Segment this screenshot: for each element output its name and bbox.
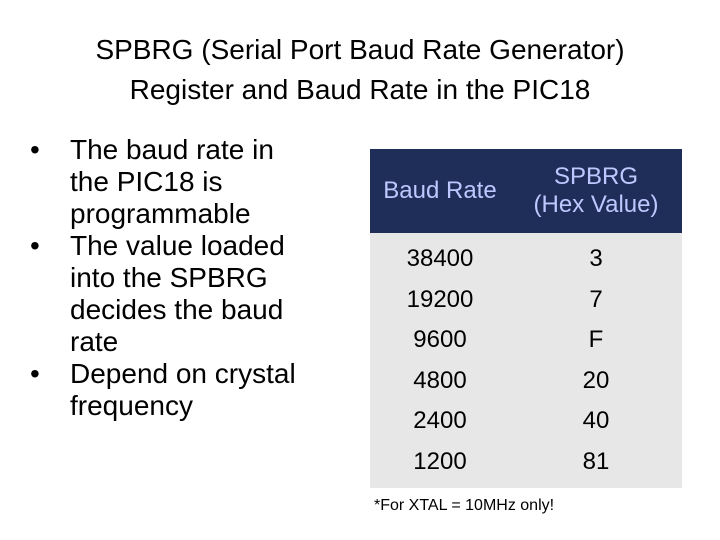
table-row bbox=[370, 280, 682, 321]
baud-rate-table bbox=[370, 149, 682, 488]
cell-baud: 2400 bbox=[413, 407, 467, 435]
bullet-line: decides the baud bbox=[70, 294, 284, 325]
table-row bbox=[370, 320, 682, 361]
bullet-list bbox=[30, 134, 350, 422]
bullet-line: programmable bbox=[70, 198, 251, 229]
xtal-footnote: *For XTAL = 10MHz only! bbox=[374, 497, 555, 514]
header-spbrg bbox=[510, 149, 682, 233]
header-baud-rate-label: Baud Rate bbox=[383, 177, 497, 204]
table-row bbox=[370, 233, 682, 280]
slide-title bbox=[0, 30, 720, 110]
bullet-line: • Depend on crystal bbox=[70, 358, 296, 389]
bullet-item bbox=[30, 230, 350, 358]
cell-hex: 81 bbox=[582, 447, 610, 475]
title-line-2: Register and Baud Rate in the PIC18 bbox=[129, 74, 591, 105]
cell-baud: 38400 bbox=[406, 245, 474, 273]
cell-baud: 1200 bbox=[413, 447, 467, 475]
header-spbrg-line-2: (Hex Value) bbox=[533, 191, 659, 218]
bullet-item bbox=[30, 134, 350, 230]
table-row bbox=[370, 401, 682, 442]
baud-rate-table-container bbox=[370, 149, 682, 488]
cell-hex: 7 bbox=[589, 285, 603, 313]
bullet-line: frequency bbox=[70, 390, 193, 421]
title-line-1: SPBRG (Serial Port Baud Rate Generator) bbox=[95, 34, 625, 65]
bullet-item bbox=[30, 358, 350, 422]
table-row bbox=[370, 361, 682, 402]
bullet-line: • The value loaded bbox=[70, 230, 285, 261]
header-baud-rate bbox=[370, 149, 510, 233]
cell-baud: 4800 bbox=[413, 366, 467, 394]
cell-hex: F bbox=[588, 326, 604, 354]
cell-baud: 9600 bbox=[413, 326, 467, 354]
bullet-line: the PIC18 is bbox=[70, 166, 223, 197]
cell-hex: 20 bbox=[582, 366, 610, 394]
cell-hex: 3 bbox=[589, 245, 603, 273]
table-row bbox=[370, 442, 682, 489]
bullet-line: • The baud rate in bbox=[70, 134, 274, 165]
bullet-line: rate bbox=[70, 326, 119, 357]
bullet-line: into the SPBRG bbox=[70, 262, 268, 293]
header-spbrg-line-1: SPBRG bbox=[553, 163, 639, 190]
cell-hex: 40 bbox=[582, 407, 610, 435]
cell-baud: 19200 bbox=[406, 285, 474, 313]
table-header-row bbox=[370, 149, 682, 233]
